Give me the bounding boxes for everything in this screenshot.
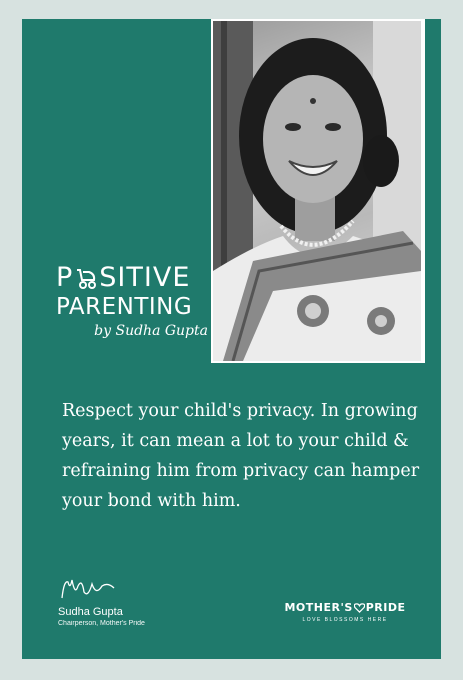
brand-name bbox=[280, 601, 410, 614]
signature-mark-icon bbox=[58, 576, 118, 602]
logo-byline: by Sudha Gupta bbox=[94, 323, 208, 339]
signature-title: Chairperson, Mother's Pride bbox=[58, 620, 145, 627]
brand-tagline: LOVE BLOSSOMS HERE bbox=[302, 617, 388, 623]
positive-parenting-logo bbox=[56, 263, 216, 339]
brand-name-part2: PRIDE bbox=[365, 601, 406, 614]
signature-name: Sudha Gupta bbox=[58, 606, 123, 618]
logo-letter-p: P bbox=[56, 262, 74, 293]
portrait-photo bbox=[213, 21, 421, 361]
logo-title-line1 bbox=[56, 263, 216, 293]
brand-name-part1: MOTHER'S bbox=[284, 601, 353, 614]
stroller-icon bbox=[74, 266, 98, 290]
mothers-pride-logo bbox=[280, 601, 410, 623]
quote-text: Respect your child's privacy. In growing years, it can mean a lot to your child & refraining him from privacy can hamper your bond with him. bbox=[62, 401, 420, 511]
signature-block bbox=[58, 576, 198, 627]
logo-letters-sitive: SITIVE bbox=[99, 262, 191, 293]
portrait-frame bbox=[211, 19, 425, 363]
logo-title-line2: PARENTING bbox=[56, 294, 193, 320]
poster-panel bbox=[22, 19, 441, 659]
heart-icon bbox=[354, 603, 365, 613]
